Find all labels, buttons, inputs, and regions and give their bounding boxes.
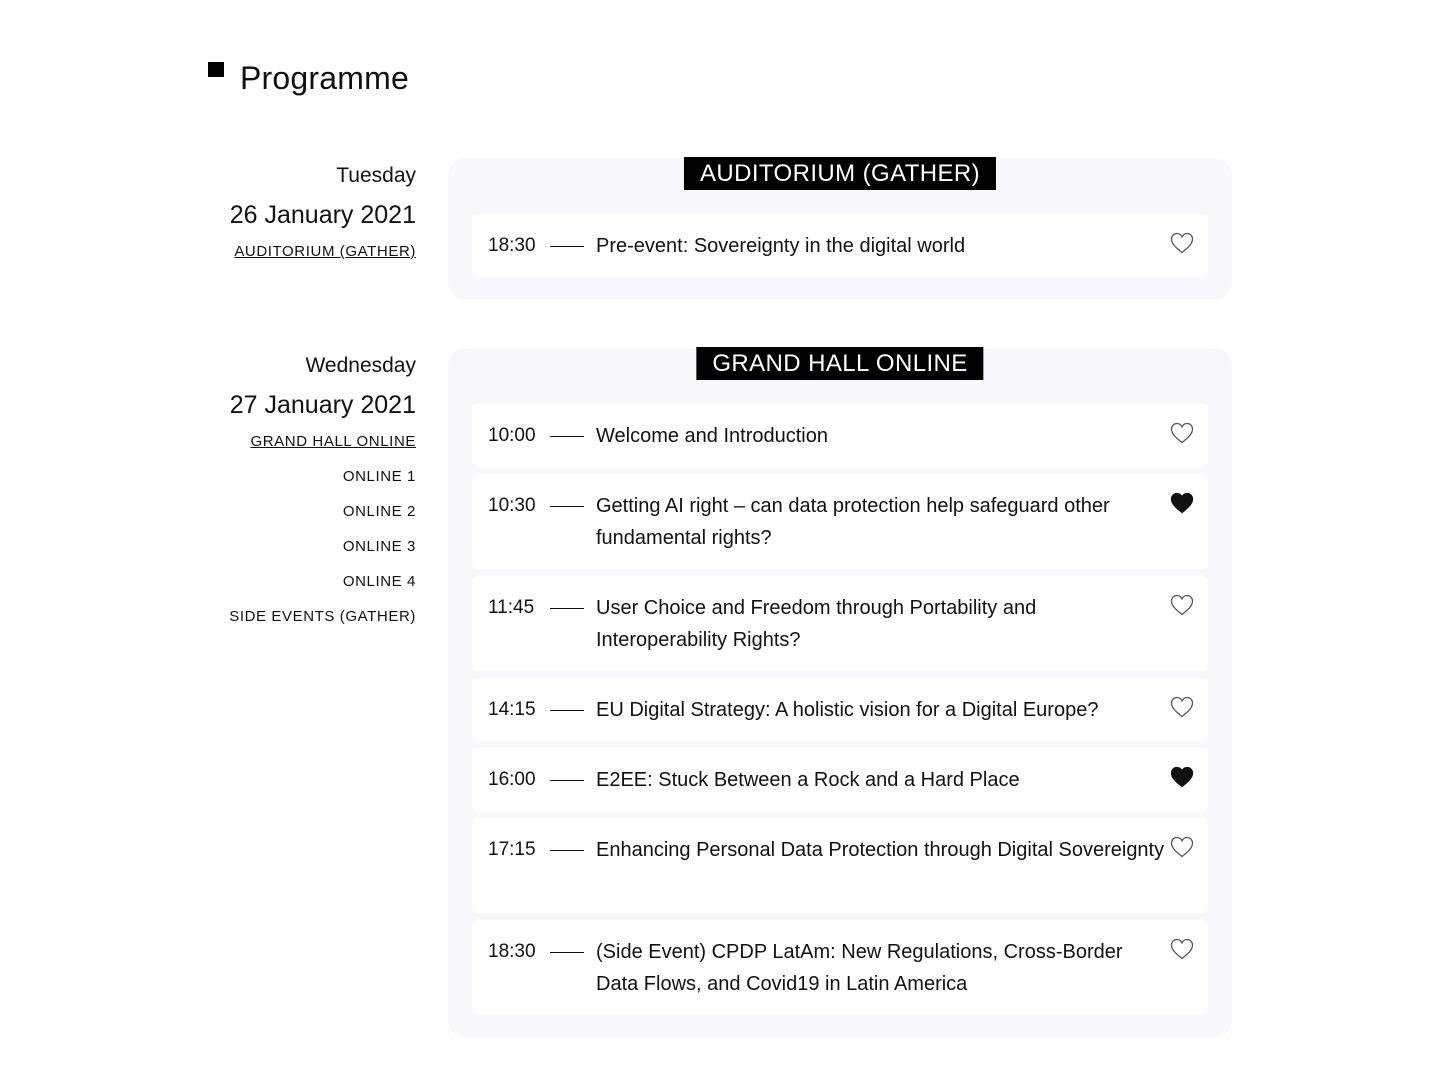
time-dash: [550, 506, 584, 507]
weekday: Tuesday: [336, 164, 416, 187]
weekday: Wednesday: [305, 354, 416, 377]
time-dash: [550, 780, 584, 781]
room-link-online-1[interactable]: ONLINE 1: [342, 468, 416, 485]
day-header: [180, 164, 416, 277]
session-item[interactable]: [472, 214, 1208, 277]
session-title: (Side Event) CPDP LatAm: New Regulations, Cross-Border Data Flows, and Covid19 in Latin America: [596, 941, 1123, 995]
session-title: User Choice and Freedom through Portability and Interoperability Rights?: [596, 597, 1037, 651]
session-list: [472, 404, 1208, 1022]
heart-outline-icon[interactable]: [1170, 422, 1194, 444]
session-time: 18:30: [488, 235, 536, 256]
page-title: [208, 56, 409, 100]
room-nav: [180, 242, 416, 262]
session-list: [472, 214, 1208, 284]
room-link-online-4[interactable]: ONLINE 4: [342, 573, 416, 590]
date: 26 January 2021: [229, 201, 416, 229]
room-link-grand-hall-online[interactable]: GRAND HALL ONLINE: [250, 433, 416, 450]
session-time: 17:15: [488, 839, 536, 860]
session-title: Enhancing Personal Data Protection through Digital Sovereignty: [596, 839, 1165, 861]
session-time: 11:45: [488, 597, 535, 618]
room-panel-auditorium: [448, 158, 1232, 300]
room-panel-grand-hall: [448, 348, 1232, 1038]
session-title: Welcome and Introduction: [596, 425, 828, 447]
page-title-text: Programme: [240, 59, 409, 96]
time-dash: [550, 436, 584, 437]
session-time: 16:00: [488, 769, 536, 790]
room-link-online-3[interactable]: ONLINE 3: [342, 538, 416, 555]
room-banner: GRAND HALL ONLINE: [696, 347, 983, 380]
heart-filled-icon[interactable]: [1170, 492, 1194, 514]
session-item[interactable]: [472, 748, 1208, 811]
time-dash: [550, 246, 584, 247]
session-time: 10:00: [488, 425, 536, 446]
session-item[interactable]: [472, 474, 1208, 569]
time-dash: [550, 850, 584, 851]
room-link-side-events-gather[interactable]: SIDE EVENTS (GATHER): [229, 608, 416, 625]
session-title: Pre-event: Sovereignty in the digital world: [596, 235, 966, 257]
session-time: 18:30: [488, 941, 536, 962]
time-dash: [550, 608, 584, 609]
session-time: 14:15: [488, 699, 536, 720]
room-nav: [180, 432, 416, 627]
day-header: [180, 354, 416, 642]
heart-outline-icon[interactable]: [1170, 696, 1194, 718]
room-link-online-2[interactable]: ONLINE 2: [342, 503, 416, 520]
session-item[interactable]: [472, 920, 1208, 1015]
session-title: EU Digital Strategy: A holistic vision for a Digital Europe?: [596, 699, 1099, 721]
heart-outline-icon[interactable]: [1170, 938, 1194, 960]
time-dash: [550, 710, 584, 711]
session-title: Getting AI right – can data protection help safeguard other fundamental rights?: [596, 495, 1110, 549]
room-banner: AUDITORIUM (GATHER): [684, 157, 996, 190]
session-item[interactable]: [472, 576, 1208, 671]
session-title: E2EE: Stuck Between a Rock and a Hard Place: [596, 769, 1020, 791]
session-item[interactable]: [472, 404, 1208, 467]
title-square-icon: [208, 62, 224, 77]
heart-outline-icon[interactable]: [1170, 232, 1194, 254]
heart-filled-icon[interactable]: [1170, 766, 1194, 788]
date: 27 January 2021: [229, 391, 416, 419]
session-item[interactable]: [472, 678, 1208, 741]
heart-outline-icon[interactable]: [1170, 594, 1194, 616]
session-item[interactable]: [472, 818, 1208, 913]
session-time: 10:30: [488, 495, 536, 516]
room-link-auditorium-gather[interactable]: AUDITORIUM (GATHER): [234, 243, 416, 260]
time-dash: [550, 952, 584, 953]
heart-outline-icon[interactable]: [1170, 836, 1194, 858]
